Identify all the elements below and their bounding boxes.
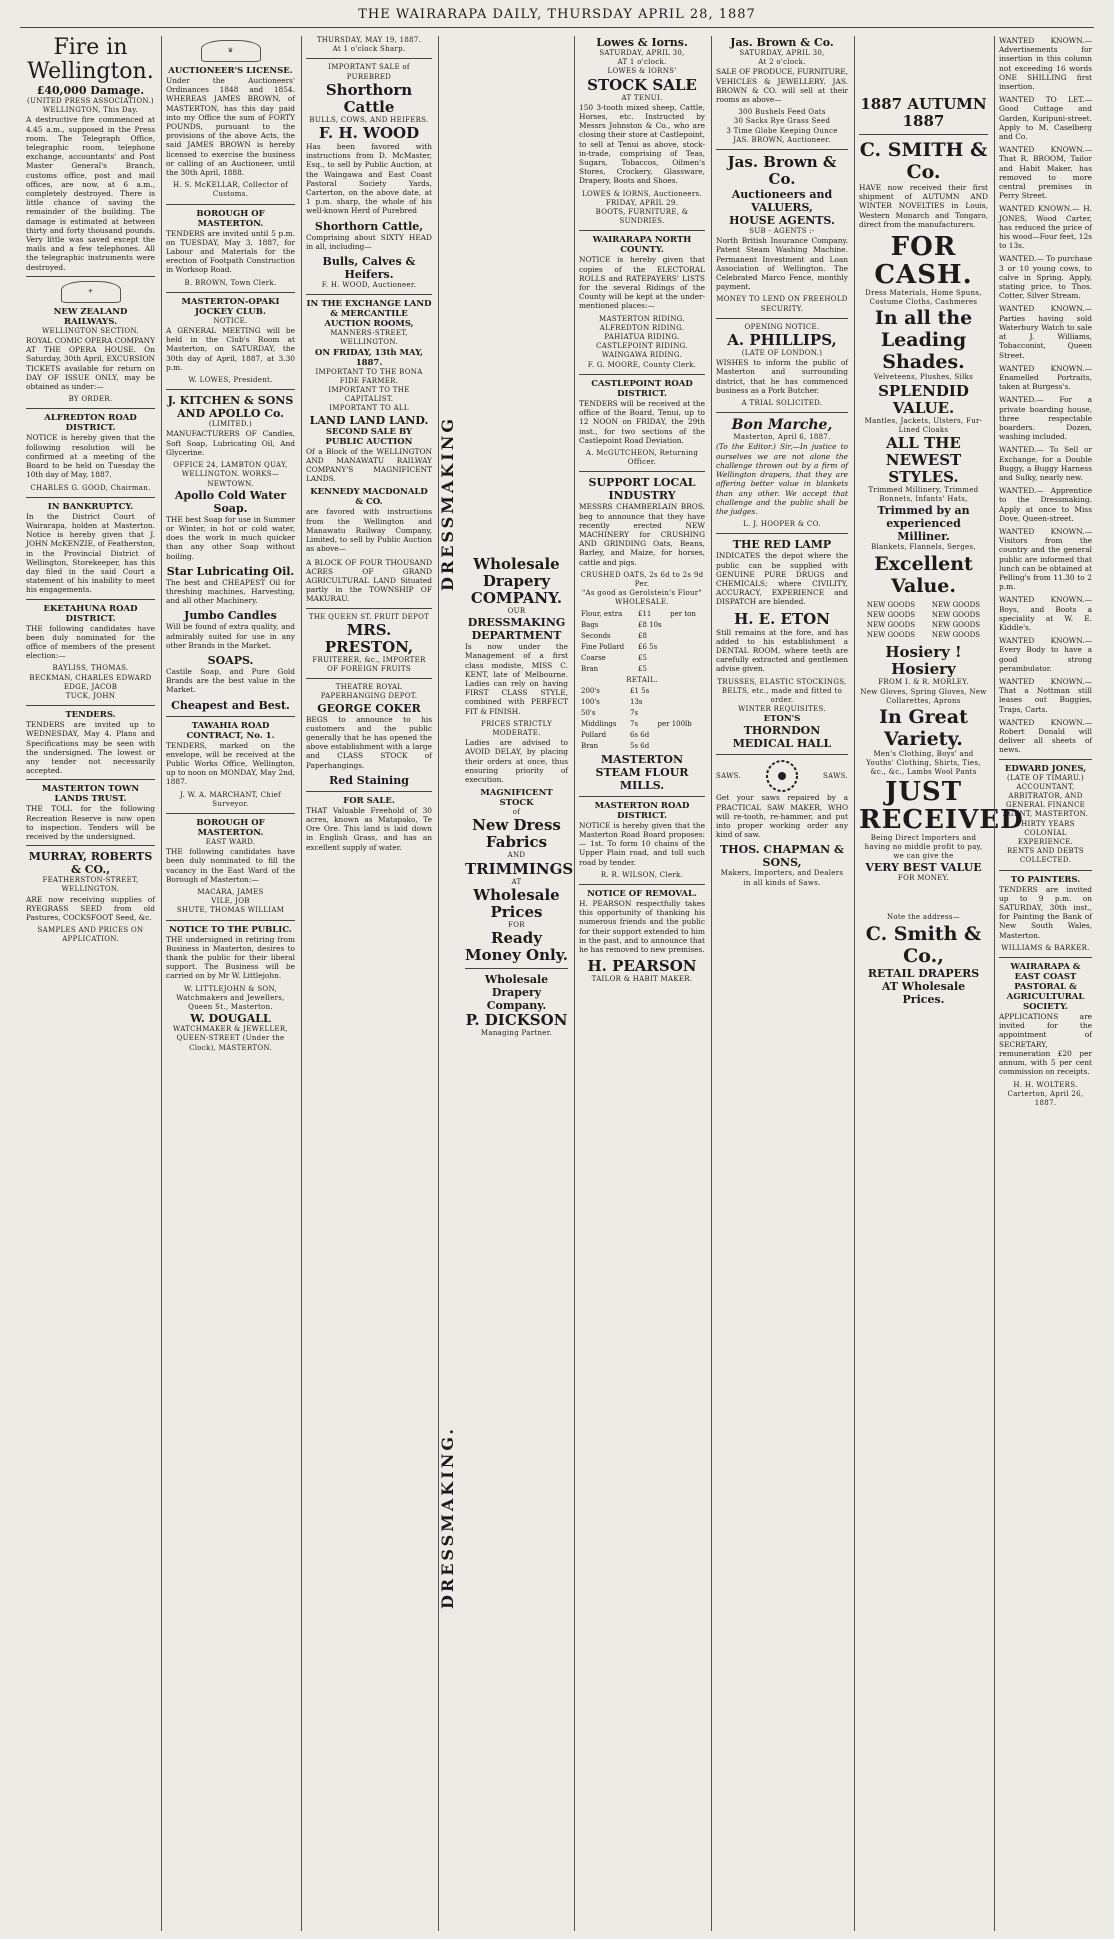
thirty: THIRTY YEARS COLONIAL EXPERIENCE.	[1016, 819, 1075, 847]
phillips-sub: (LATE OF LONDON.)	[741, 349, 823, 358]
li-title: Lowes & Iorns.	[596, 36, 688, 49]
hosiery-sub: FROM I. & R. MORLEY.	[878, 678, 969, 687]
mt-body: THE TOLL for the following Recreation Reserve is now open to inspection. Tenders will be received by the undersigned.	[26, 804, 155, 841]
new-goods: NEW GOODS	[931, 610, 981, 619]
ndf: New Dress Fabrics	[472, 816, 561, 852]
east-name: VILE, JOB	[211, 897, 250, 906]
our: OUR	[507, 607, 526, 615]
samples: SAMPLES AND PRICES ON APPLICATION.	[37, 926, 144, 944]
wd2-title: Wholesale Drapery Company.	[484, 973, 549, 1013]
jones-title: EDWARD JONES,	[1004, 763, 1087, 774]
tenders-title: TENDERS.	[65, 710, 116, 721]
just-received: JUST RECEIVED	[859, 776, 1024, 835]
boots: BOOTS, FURNITURE, & SUNDRIES.	[595, 208, 689, 226]
exch-sub: MANNERS-STREET, WELLINGTON.	[330, 329, 408, 347]
wnc-place: PAHIATUA RIDING.	[604, 333, 680, 342]
jc-sub: NOTICE.	[213, 316, 248, 325]
li-sub: LOWES & IORNS'	[607, 67, 677, 76]
shorthorn-sub: BULLS, COWS, AND HEIFERS.	[309, 115, 429, 124]
li-time: AT 1 o'clock.	[617, 58, 667, 67]
mt-title: MASTERTON TOWN LANDS TRUST.	[41, 784, 140, 805]
dm-body: Is now under the Management of a first class modiste, MISS C. KENT, late of Melbourne. Ladies can rely on having FIRST CLASS STYLE, combined with PERFECT FIT & FINISH.	[465, 642, 568, 716]
wnc-place: ALFREDTON RIDING.	[599, 323, 685, 332]
jumbo-title: Jumbo Candles	[184, 609, 277, 623]
rem-body: H. PEARSON respectfully takes this opportunity of thanking his numerous friends and the public for their support extended to him in the past, and to announce that he has removed to new premises.	[579, 898, 705, 954]
fh-body: Has been favored with instructions from D. McMaster, Esq., to sell by Public Auction, at the Waingawa and East Coast Pastoral Society Yards, Carterton, on the above date, at 1 p.m. sharp, the whole of his well-known Herd of Purebred	[306, 142, 432, 216]
retail-table	[579, 685, 705, 753]
apollo-title: Apollo Cold Water Soap.	[174, 488, 287, 515]
alf-signoff: CHARLES G. GOOD, Chairman.	[30, 483, 151, 492]
exch-date: ON FRIDAY, 13th MAY, 1887.	[314, 347, 424, 368]
lic-title: AUCTIONEER'S LICENSE.	[168, 66, 293, 76]
eton-body: Still remains at the fore, and has added to his establishment a DENTAL ROOM, where teeth are carefully extracted and gentlemen advise given.	[716, 627, 848, 674]
shorthorn2-title: Shorthorn Cattle,	[314, 219, 424, 233]
phillips-title: A. PHILLIPS,	[727, 331, 837, 350]
east-sub: EAST WARD.	[205, 837, 256, 846]
murray-sub: FEATHERSTON-STREET, WELLINGTON.	[42, 876, 139, 894]
crushed: CRUSHED OATS, 2s 6d to 2s 9d Per.	[580, 570, 704, 588]
table-row: 50's 7s	[581, 708, 639, 717]
jb-title: Jas. Brown & Co.	[730, 36, 834, 49]
column-6	[711, 36, 852, 1931]
new-goods: NEW GOODS	[866, 600, 916, 609]
column-5	[574, 36, 709, 1931]
wanted-item: WANTED KNOWN.— Boys, and Boots a speciality at W. E. Kiddle's.	[999, 595, 1092, 632]
apollo-body: THE best Soap for use in Summer or Winter, in hot or cold water, does the work in much quicker than any other Soap without boiling.	[166, 514, 295, 561]
kitchen-sub: (LIMITED.)	[208, 420, 253, 429]
painters-signoff: WILLIAMS & BARKER.	[1001, 943, 1090, 952]
ekt-name: BECKMAN, CHARLES EDWARD	[29, 673, 152, 682]
for-money: FOR MONEY.	[897, 874, 950, 883]
etons: ETON'S	[763, 714, 801, 725]
fire-headline: Fire in Wellington.	[27, 35, 154, 84]
wanted-item: WANTED KNOWN.— That R. BROOM, Tailor and Habit Maker, has removed to more central premises in Perry Street.	[999, 145, 1092, 201]
new-goods: NEW GOODS	[931, 621, 981, 630]
snow: "As good as Gerolstein's Flour"	[582, 589, 702, 598]
wanted-item: WANTED KNOWN.— Advertisements for insertion in this column not exceeding 16 words ONE SHILLING first insertion.	[999, 36, 1092, 92]
fire-damage: £40,000 Damage.	[36, 84, 145, 97]
crest-icon: ⚜	[61, 281, 121, 303]
preston-sub: FRUITERER, &c., IMPORTER OF FOREIGN FRUITS	[312, 655, 426, 673]
wec-signoff: H. H. WOLTERS. Carterton, April 26, 1887.	[1007, 1080, 1084, 1107]
east-title: BOROUGH OF MASTERTON.	[196, 817, 265, 838]
and: AND	[507, 851, 526, 860]
for: FOR	[508, 920, 525, 929]
top-date: THURSDAY, MAY 19, 1887.	[316, 36, 422, 44]
jb-date: SATURDAY, APRIL 30,	[739, 49, 825, 57]
sli-body: MESSRS CHAMBERLAIN BROS. beg to announce that they have recently erected NEW MACHINERY for CRUSHING AND GRINDING Oats, Beans, Barley, and Maize, for horses, cattle and pigs.	[579, 502, 705, 567]
pearson-sub: TAILOR & HABIT MAKER.	[591, 975, 693, 984]
stock-at: AT TENUI.	[621, 93, 663, 102]
rents: RENTS AND DEBTS COLLECTED.	[1006, 847, 1085, 865]
mantles: Mantles, Jackets, Ulsters, Fur-Lined Cloaks	[864, 416, 983, 434]
jb-item: 3 Time Globe Keeping Ounce	[726, 126, 838, 135]
loan: MONEY TO LEND ON FREEHOLD SECURITY.	[716, 295, 848, 313]
column-4	[438, 36, 572, 1931]
soaps-title: SOAPS.	[207, 653, 254, 667]
autumn-banner: 1887 AUTUMN 1887	[860, 95, 987, 130]
red-lamp-body: INDICATES the depot where the public can be supplied with GENUINE PURE DRUGS and CHEMICALS; where CIVILITY, ACCURACY, EXPERIENCE and DISPATCH are blended.	[716, 551, 848, 607]
jb-signoff: JAS. BROWN, Auctioneer.	[733, 135, 831, 144]
jones-body: ACCOUNTANT, ARBITRATOR, AND GENERAL FINANCE AGENT, MASTERTON.	[1002, 782, 1089, 819]
table-row: Middlings 7s per 100lb	[581, 719, 692, 728]
table-row: Pollard 6s 6d	[581, 730, 650, 739]
saws-label: SAWS.	[716, 771, 742, 780]
jb-time: At 2 o'clock.	[758, 58, 806, 67]
top-time: At 1 o'clock Sharp.	[332, 45, 406, 54]
stock-signoff: LOWES & IORNS, Auctioneers.	[582, 189, 702, 198]
jc-signoff: W. LOWES, President.	[188, 376, 273, 385]
mp: Managing Partner.	[480, 1029, 553, 1038]
taw-title: TAWAHIA ROAD CONTRACT, No. 1.	[186, 720, 275, 741]
retail-label: RETAIL.	[626, 675, 658, 684]
new-goods: NEW GOODS	[866, 621, 916, 630]
kennedy-title: KENNEDY MACDONALD & CO.	[310, 487, 428, 508]
trimmed: Trimmed Millinery, Trimmed Bonnets, Infants' Hats,	[868, 486, 979, 504]
wanted-item: WANTED KNOWN.— Robert Donald will deliver all sheets of news.	[999, 717, 1092, 755]
being: Being Direct Importers and having no middle profit to pay, we can give the	[864, 833, 983, 861]
avoid: Ladies are advised to AVOID DELAY, by placing their orders at once, thus ensuring priority of execution.	[465, 738, 568, 785]
red-lamp-title: THE RED LAMP	[732, 538, 832, 552]
wanted-item: WANTED KNOWN.— Visitors from the country and the general public are informed that lunch can be obtained at Pelling's from 11.30 to 2 p.m.	[999, 526, 1092, 592]
mens: Men's Clothing, Boys' and Youths' Clothing, Shirts, Ties, &c., &c., Lambs Wool Pants	[866, 750, 981, 777]
dougall-title: W. DOUGALL	[190, 1012, 271, 1026]
mills-title: MASTERTON STEAM FLOUR MILLS.	[595, 752, 689, 792]
saws-body: Get your saws repaired by a PRACTICAL SAW MAKER, WHO will re-tooth, re-hammer, and put into proper working order any kind of saw.	[716, 793, 848, 840]
rail-sub: WELLINGTON SECTION.	[42, 326, 139, 335]
murray-title: MURRAY, ROBERTS & CO.,	[28, 850, 153, 877]
ekt-name: TUCK, JOHN	[65, 691, 116, 700]
tenders-body: TENDERS are invited up to WEDNESDAY, May 4. Plans and Specifications may be seen with the undersigned. The lowest or any tender not necessarily accepted.	[26, 720, 155, 776]
column-7	[854, 36, 1024, 1931]
li-date: SATURDAY, APRIL 30,	[599, 49, 685, 57]
preston-title: MRS. PRESTON,	[324, 620, 414, 656]
lic-signoff: H. S. McKELLAR, Collector of Customs.	[173, 181, 288, 199]
wanted-item: WANTED KNOWN.— That a Nottman still leases out Buggies, Traps, Carts.	[999, 677, 1092, 714]
mrd-signoff: R. R. WILSON, Clerk.	[600, 870, 684, 879]
jb2-sub: Auctioneers and VALUERS,	[731, 188, 833, 215]
alf-body: NOTICE is hereby given that the following resolution will be confirmed at a meeting of the Board to be held on Tuesday the 10th day of May, 1887.	[26, 433, 155, 480]
opening: OPENING NOTICE.	[744, 322, 820, 331]
dickson: P. DICKSON	[465, 1011, 568, 1030]
stock-body: 150 3-tooth mixed sheep, Cattle, Horses, etc. Instructed by Messrs Johnston & Co., who are closing their store at Castlepoint, to sell at Tenui as above, stock-in-trade, comprising of Teas, Sugars, Tobaccos, Oilmen's Stores, Crockery, Glassware, Drapery, Boots and Shoes.	[579, 102, 705, 186]
great-variety: In Great Variety.	[879, 706, 968, 751]
mrd-body: NOTICE is hereby given that the Masterton Road Board proposes:— 1st. To form 10 chains of the Upper Plain road, and toll such road by tender.	[579, 820, 705, 867]
bm-date: Masterton, April 6, 1887.	[733, 433, 831, 442]
forsale-body: THAT Valuable Freehold of 30 acres, known as Matapako, Te Ore Ore. This land is laid down in English Grass, and has an excellent supply of water.	[306, 805, 432, 852]
smith-footer: C. Smith & Co.,	[865, 922, 982, 967]
masthead: THE WAIRARAPA DAILY, THURSDAY APRIL 28, 1887	[20, 0, 1094, 28]
pub-body: THE undersigned in retiring from Business in Masterton, desires to thank the public for their liberal support. The Business will be carried on by Mr W. Littlejohn.	[166, 934, 295, 981]
wnc-signoff: F. G. MOORE, County Clerk.	[587, 360, 697, 369]
wec-title: WAIRARAPA & EAST COAST PASTORAL & AGRICULTURAL SOCIETY.	[1006, 962, 1085, 1013]
thorndon: THORNDON MEDICAL HALL	[732, 724, 832, 751]
cp-title: CASTLEPOINT ROAD DISTRICT.	[591, 378, 693, 399]
exch-title: IN THE EXCHANGE LAND & MERCANTILE AUCTION ROOMS,	[306, 299, 432, 330]
wanted-item: WANTED KNOWN.— Parties having sold Waterbury Watch to sale at J. Williams, Tobacconist, Queen Street.	[999, 304, 1092, 360]
new-goods: NEW GOODS	[931, 631, 981, 640]
east-name: SHUTE, THOMAS WILLIAM	[176, 906, 285, 915]
murray-body: ARE now receiving supplies of RYEGRASS SEED from old Pastures, COCKSFOOT Seed, &c.	[26, 894, 155, 922]
wanted-item: WANTED.— To Sell or Exchange, for a Double Buggy, a Buggy Harness and Sulky, nearly new.	[999, 445, 1092, 482]
friday: FRIDAY, APRIL 29.	[605, 198, 679, 207]
rail-body: ROYAL COMIC OPERA COMPANY AT THE OPERA HOUSE. On Saturday, 30th April, EXCURSION TICKETS available for return on DAY OF ISSUE ONLY, may be obtained as under:—	[26, 336, 155, 392]
dougall-sub: WATCHMAKER & JEWELLER, QUEEN-STREET (Under the Clock), MASTERTON.	[173, 1025, 288, 1052]
taw-body: TENDERS, marked on the envelope, will be received at the Public Works Office, Wellington, up to noon on MONDAY, May 2nd, 1887.	[166, 740, 295, 787]
blankets: Blankets, Flannels, Serges,	[871, 543, 976, 552]
imp3: IMPORTANT TO ALL	[329, 404, 409, 413]
trial: A TRIAL SOLICITED.	[741, 399, 823, 408]
very-best: VERY BEST VALUE	[865, 861, 982, 875]
jones-sub: (LATE OF TIMARU.)	[1006, 773, 1085, 782]
smith-title: C. SMITH & Co.	[859, 139, 988, 183]
new-goods: NEW GOODS	[931, 600, 981, 609]
sa-body: North British Insurance Company. Patent Steam Washing Machine. Permanent Investment and Loan Association of Wellington. The Celebrated Marco Fence, monthly payment.	[716, 236, 848, 292]
lll: LAND LAND LAND.	[309, 413, 429, 427]
eton-title: H. E. ETON	[734, 609, 830, 628]
east-name: MACARA, JAMES	[197, 887, 264, 896]
for-cash: FOR CASH.	[874, 232, 973, 291]
cp-body: TENDERS will be received at the office of the Board, Tenui, up to 12 NOON on FRIDAY, the 29th inst., for two sections of the Castlepoint Road Deviation.	[579, 398, 705, 445]
alf-title: ALFREDTON ROAD DISTRICT.	[44, 413, 137, 434]
wnc-place: MASTERTON RIDING.	[599, 314, 685, 323]
painters-title: TO PAINTERS.	[1010, 874, 1081, 885]
wanted-item: WANTED.— For a private boarding house, three respectable boarders. Dozen, washing included.	[999, 395, 1092, 442]
experienced: Trimmed by an experienced Milliner.	[877, 504, 970, 544]
wanted-item: WANTED.— To purchase 3 or 10 young cows, to calve in Spring. Apply, stating price, to Thos. Cotter, Silver Stream.	[999, 254, 1092, 301]
rmo: Ready Money Only.	[465, 929, 568, 965]
jc-title: MASTERTON-OPAKI JOCKEY CLUB.	[181, 296, 280, 317]
column-8	[994, 36, 1096, 1931]
wanted-item: WANTED KNOWN.— Every Body to have a good strong perambulator.	[999, 636, 1092, 673]
new-goods: NEW GOODS	[866, 631, 916, 640]
retail-drapers: RETAIL DRAPERS AT Wholesale Prices.	[867, 966, 980, 1006]
pub-signoff: W. LITTLEJOHN & SON, Watchmakers and Jewellers, Queen St., Masterton.	[176, 984, 285, 1012]
fh-signoff: F. H. WOOD, Auctioneer.	[321, 281, 417, 290]
bank-title: IN BANKRUPTCY.	[47, 501, 134, 512]
trim: TRIMMINGS	[465, 859, 574, 878]
wholesale-table	[579, 608, 705, 676]
wd-title: Wholesale Drapery COMPANY.	[470, 555, 563, 607]
rem-title: NOTICE OF REMOVAL.	[587, 888, 697, 899]
trusses: TRUSSES, ELASTIC STOCKINGS, BELTS, etc., made and fitted to order.	[717, 677, 847, 704]
mag-title: MAGNIFICENT STOCK	[480, 788, 553, 809]
wanted-item: WANTED KNOWN.— H. JONES, Wood Carter, has reduced the price of his wood—Four feet, 12s to 13s.	[999, 204, 1092, 251]
forsale-title: FOR SALE.	[343, 795, 395, 806]
imp2: IMPORTANT TO THE CAPITALIST.	[328, 386, 410, 404]
vertical-dressmaking-right: DRESSMAKING.	[438, 1426, 457, 1609]
dress-materials: Dress Materials, Home Spuns, Costume Cloths, Cashmeres	[865, 289, 982, 307]
fire-source: (UNITED PRESS ASSOCIATION.)	[27, 97, 154, 105]
bm-signoff: L. J. HOOPER & CO.	[743, 520, 821, 529]
rail-signoff: BY ORDER.	[68, 395, 113, 404]
lic-body: Under the Auctioneers' Ordinances 1848 and 1854. WHEREAS JAMES BROWN, of MASTERTON, has this day paid into my Office the sum of FORTY POUNDS, pursuant to the provisions of the above Acts, the said JAMES BROWN is hereby licensed to exercise the business or calling of an Auctioneer, until the 30th April, 1888.	[166, 76, 295, 178]
column-3	[301, 36, 436, 1931]
table-row: Bags £8 10s	[581, 620, 662, 629]
shorthorn2-body: Comprising about SIXTY HEAD in all, including—	[306, 232, 432, 251]
queens-title: THE QUEEN ST. FRUIT DEPOT	[308, 612, 430, 621]
cheap-title: Cheapest and Best.	[171, 698, 290, 712]
second-title: SECOND SALE BY PUBLIC AUCTION	[325, 426, 413, 447]
of: of	[512, 808, 521, 817]
jb-body: SALE OF PRODUCE, FURNITURE, VEHICLES & JEWELLERY. JAS. BROWN & CO. will sell at their rooms as above—	[716, 67, 848, 105]
dm-title: DRESSMAKING DEPARTMENT	[467, 616, 566, 643]
excellent-value: Excellent Value.	[874, 552, 973, 597]
wnc-place: WAINGAWA RIDING.	[601, 351, 683, 360]
wholesale-label: WHOLESALE.	[615, 598, 669, 607]
jb-item: 30 Sacks Rye Grass Seed	[733, 117, 831, 126]
table-row: Fine Pollard £6 5s	[581, 642, 658, 651]
ekt-body: THE following candidates have been duly nominated for the office of members of the present election:—	[26, 623, 155, 661]
wanted-item: WANTED.— Apprentice to the Dressmaking. Apply at once to Miss Dove, Queen-street.	[999, 486, 1092, 523]
jumbo-body: Will be found of extra quality, and admirably suited for use in any other Brands in the Market.	[166, 622, 295, 650]
column-1	[22, 36, 159, 1931]
whp: Wholesale Prices	[473, 885, 560, 921]
fire-body: A destructive fire commenced at 4.45 a.m., supposed in the Press room. The Telegraph Office, telegraphic room, telephone exchange, accountants' and Post Master General's Branch, customs office, post and mail offices, are now, at 6 a.m., completely destroyed. There is little chance of saving the remainder of the building. The damage is estimated at between thirty and forty thousand pounds. Very little was saved except the mails and a few telephones. All the telegraphic instruments were destroyed.	[26, 115, 155, 272]
table-row: 100's 13s	[581, 697, 643, 706]
table-row: Bran £5	[581, 664, 647, 673]
ekt-title: EKETAHUNA ROAD DISTRICT.	[43, 603, 138, 624]
kitchen-title: J. KITCHEN & SONS AND APOLLO Co.	[167, 394, 294, 421]
taw-signoff: J. W. A. MARCHANT, Chief Surveyor.	[180, 790, 281, 808]
table-row: 200's £1 5s	[581, 686, 650, 695]
fh-title: F. H. WOOD	[318, 124, 420, 143]
east-body: THE following candidates have been duly nominated to fill the vacancy in the East Ward of the Borough of Masterton:—	[166, 847, 295, 884]
coker-title: GEORGE COKER	[317, 701, 421, 715]
shorthorn-title: Shorthorn Cattle	[325, 80, 413, 116]
second-body: Of a Block of the WELLINGTON AND MANAWATU RAILWAY COMPANY'S MAGNIFICENT LANDS.	[306, 446, 432, 484]
bor-body: TENDERS are invited until 5 p.m. on TUESDAY, May 3, 1887, for Labour and Materials for the erection of Footpath Construction in Worksop Road.	[166, 228, 295, 275]
gloves: New Gloves, Spring Gloves, New Collarettes, Aprons	[860, 687, 987, 705]
at: AT	[511, 877, 522, 886]
jb-item: 300 Bushels Feed Oats	[738, 108, 826, 117]
phillips-body: WISHES to inform the public of Masterton and surrounding district, that he has commenced business as a Pork Butcher.	[716, 358, 848, 395]
bank-body: In the District Court of Wairarapa, holden at Masterton. Notice is hereby given that J. JOHN McKENZIE, of Featherston, in the Provincial District of Wellington, Storekeeper, has this day filed in the said Court a statement of his inability to meet his engagements.	[26, 511, 155, 595]
ekt-name: EDGE, JACOB	[63, 682, 118, 691]
pure-title: IMPORTANT SALE of PUREBRED	[328, 63, 410, 81]
prices: PRICES STRICTLY MODERATE.	[480, 719, 553, 738]
red-staining: Red Staining	[329, 773, 409, 787]
table-row: Flour, extra £11 per ton	[581, 609, 696, 618]
sub-agents: SUB - AGENTS :-	[749, 227, 815, 236]
new-goods: NEW GOODS	[866, 610, 916, 619]
vertical-dressmaking-left: DRESSMAKING	[438, 416, 457, 591]
rail-title: NEW ZEALAND RAILWAYS.	[53, 306, 128, 327]
stock-title: STOCK SALE	[587, 75, 697, 94]
newest-styles: ALL THE NEWEST STYLES.	[885, 434, 962, 487]
royal-crest-icon: ♛	[201, 40, 261, 62]
smith-body: HAVE now received their first shipment of AUTUMN AND WINTER NOVELTIES in Louis, Western Monarch and Tongaro, direct from the manufacturers.	[859, 183, 988, 229]
note: Note the address—	[886, 913, 961, 922]
wnc-title: WAIRARAPA NORTH COUNTY.	[592, 235, 692, 256]
thos-body: Makers, Importers, and Dealers in all kinds of Saws.	[720, 869, 844, 887]
mrd-title: MASTERTON ROAD DISTRICT.	[594, 800, 690, 821]
ekt-name: BAYLISS, THOMAS.	[52, 664, 129, 673]
bm-body: (To the Editor.) Sir,—In justice to ourselves we are not alone the challenge thrown out by a firm of Wellington drapers, that they are offering better value in blankets than any other. We accept that challenge and the public shall be the judges.	[716, 442, 848, 516]
splendid-value: SPLENDID VALUE.	[878, 381, 969, 417]
fire-dateline: WELLINGTON, This Day.	[42, 106, 139, 115]
bm-title: Bon Marche,	[731, 417, 833, 434]
cp-signoff: A. McGUTCHEON, Returning Officer.	[585, 448, 699, 467]
coker-body: BEGS to announce to his customers and the public generally that he has opened the above establishment with a large and CLASS STOCK of Paperhangings.	[306, 714, 432, 770]
bor-signoff: B. BROWN, Town Clerk.	[184, 278, 277, 287]
pub-title: NOTICE TO THE PUBLIC.	[169, 924, 292, 935]
sli-title: SUPPORT LOCAL INDUSTRY	[588, 476, 696, 503]
table-row: Seconds £8	[581, 631, 647, 640]
star-title: Star Lubricating Oil.	[166, 564, 295, 578]
thos-title: THOS. CHAPMAN & SONS,	[720, 843, 844, 870]
star-body: The best and CHEAPEST Oil for threshing machines, Harvesting, and all other Machinery.	[166, 577, 295, 606]
bulls: Bulls, Calves & Heifers.	[322, 255, 416, 282]
block-body: A BLOCK OF FOUR THOUSAND ACRES OF GRAND AGRICULTURAL LAND Situated partly in the TOWNSHIP OF MAKURAU.	[306, 557, 432, 604]
table-row: Coarse £5	[581, 653, 647, 662]
wnc-body: NOTICE is hereby given that copies of the ELECTORAL ROLLS and RATEPAYERS' LISTS for the several Ridings of the County will be kept at the under-mentioned places:—	[579, 255, 705, 311]
imp1: IMPORTANT TO THE BONA FIDE FARMER.	[315, 367, 423, 385]
house: HOUSE AGENTS.	[729, 214, 835, 228]
wnc-place: CASTLEPOINT RIDING.	[596, 342, 688, 351]
saws-label: SAWS.	[822, 771, 848, 780]
soaps-body: Castile Soap, and Pure Gold Brands are the best value in the Market.	[166, 666, 295, 695]
hosiery: Hosiery ! Hosiery	[885, 643, 962, 679]
pearson-title: H. PEARSON	[587, 957, 697, 976]
kitchen-body: MANUFACTURERS OF Candles, Soft Soap, Lubricating Oil, And Glycerine.	[166, 429, 295, 457]
table-row: Bran 5s 6d	[581, 741, 650, 750]
jb2-title: Jas. Brown & Co.	[727, 153, 837, 189]
wanted-item: WANTED TO LET.— Good Cottage and Garden, Kuripuni-street. Apply to M. Caselberg and Co.	[999, 95, 1092, 142]
jc-body: A GENERAL MEETING will be held in the Club's Room at Masterton, on SATURDAY, the 30th day of April, 1887, at 3.30 p.m.	[166, 326, 295, 372]
kennedy-body: are favored with instructions from the Wellington and Manawatu Railway Company, Limited, to sell by Public Auction as above—	[306, 507, 432, 554]
saw-blade-icon	[765, 759, 799, 793]
winter: WINTER REQUISITES.	[738, 705, 826, 714]
velveteens: Velveteens, Plushes, Silks	[873, 373, 974, 382]
kitchen-addr: OFFICE 24, LAMBTON QUAY, WELLINGTON. WORKS—NEWTOWN.	[173, 461, 288, 488]
column-2	[161, 36, 299, 1931]
bor-title: BOROUGH OF MASTERTON.	[196, 208, 265, 229]
leading-shades: In all the Leading Shades.	[874, 307, 973, 374]
wanted-item: WANTED KNOWN.— Enamelled Portraits, taken at Burgess's.	[999, 363, 1092, 392]
theatre: THEATRE ROYAL PAPERHANGING DEPOT.	[320, 683, 418, 701]
painters-body: TENDERS are invited up to 9 p.m. on SATURDAY, 30th inst., for Painting the Bank of New South Wales, Masterton.	[999, 884, 1092, 940]
wec-body: APPLICATIONS are invited for the appointment of SECRETARY, remuneration £20 per annum, with 5 per cent commission on receipts.	[999, 1012, 1092, 1077]
